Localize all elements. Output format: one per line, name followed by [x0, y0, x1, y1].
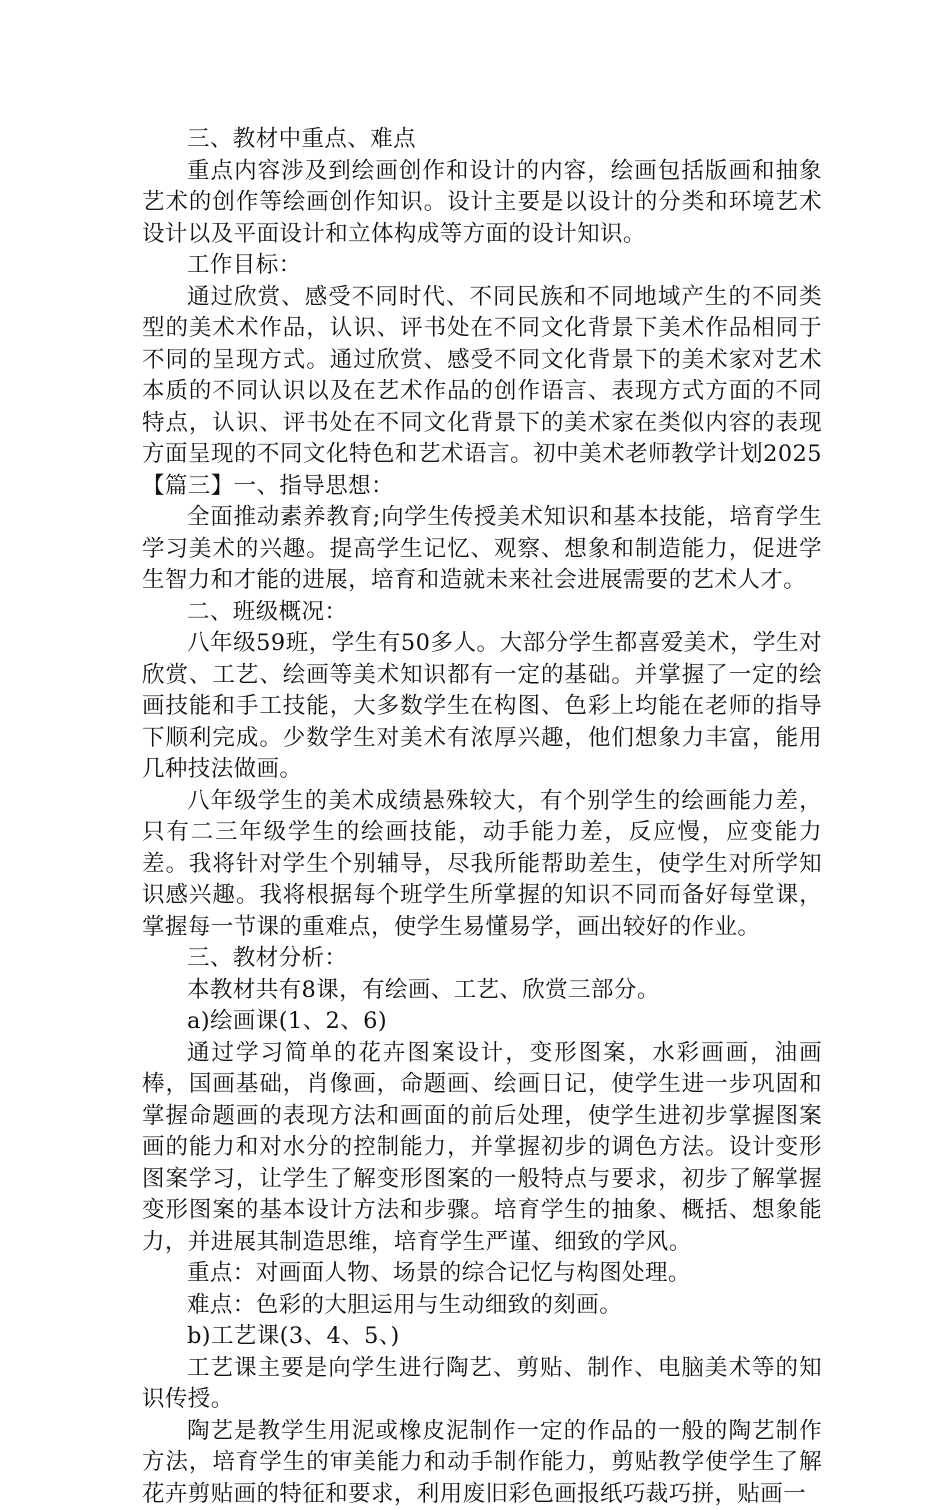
paragraph-key-points: 重点内容涉及到绘画创作和设计的内容，绘画包括版画和抽象艺术的创作等绘画创作知识。设计主要是以设计的分类和环境艺术设计以及平面设计和立体构成等方面的设计知识。: [142, 156, 822, 251]
section-heading-class-overview: 二、班级概况：: [142, 597, 822, 629]
paragraph-work-goals: 通过欣赏、感受不同时代、不同民族和不同地域产生的不同类型的美术术作品，认识、评书处在不同文化背景下美术作品相同于不同的呈现方式。通过欣赏、感受不同文化背景下的美术家对艺术本质的不同认识以及在艺术作品的创作语言、表现方式方面的不同特点，认识、评书处在不同文化背景下的美术家在类似内容的表现方面呈现的不同文化特色和艺术语言。初中美术老师教学计划2025【篇三】一、指导思想：: [142, 282, 822, 503]
paragraph-pottery: 陶艺是教学生用泥或橡皮泥制作一定的作品的一般的陶艺制作方法，培育学生的审美能力和动手制作能力，剪贴教学使学生了解花卉剪贴画的特征和要求，利用废旧彩色画报纸巧裁巧拼，贴画一: [142, 1416, 822, 1510]
section-heading-key-points: 三、教材中重点、难点: [142, 124, 822, 156]
paragraph-textbook-summary: 本教材共有8课，有绘画、工艺、欣赏三部分。: [142, 975, 822, 1007]
subheading-painting-lessons: a)绘画课(1、2、6): [142, 1006, 822, 1038]
section-heading-work-goals: 工作目标：: [142, 250, 822, 282]
section-heading-textbook-analysis: 三、教材分析：: [142, 943, 822, 975]
subheading-craft-lessons: b)工艺课(3、4、5、): [142, 1321, 822, 1353]
paragraph-focus: 重点：对画面人物、场景的综合记忆与构图处理。: [142, 1258, 822, 1290]
paragraph-craft-lessons: 工艺课主要是向学生进行陶艺、剪贴、制作、电脑美术等的知识传授。: [142, 1353, 822, 1416]
paragraph-difficulty: 难点：色彩的大胆运用与生动细致的刻画。: [142, 1290, 822, 1322]
paragraph-painting-lessons: 通过学习简单的花卉图案设计，变形图案，水彩画画，油画棒，国画基础，肖像画，命题画、绘画日记，使学生进一步巩固和掌握命题画的表现方法和画面的前后处理，使学生进初步掌握图案画的能力和对水分的控制能力，并掌握初步的调色方法。设计变形图案学习，让学生了解变形图案的一般特点与要求，初步了解掌握变形图案的基本设计方法和步骤。培育学生的抽象、概括、想象能力，并进展其制造思维，培育学生严谨、细致的学风。: [142, 1038, 822, 1259]
paragraph-class-overview: 八年级59班，学生有50多人。大部分学生都喜爱美术，学生对欣赏、工艺、绘画等美术知识都有一定的基础。并掌握了一定的绘画技能和手工技能，大多数学生在构图、色彩上均能在老师的指导下顺利完成。少数学生对美术有浓厚兴趣，他们想象力丰富，能用几种技法做画。: [142, 628, 822, 786]
document-page: [142, 124, 822, 1510]
paragraph-guiding-ideas: 全面推动素养教育;向学生传授美术知识和基本技能，培育学生学习美术的兴趣。提高学生记忆、观察、想象和制造能力，促进学生智力和才能的进展，培育和造就未来社会进展需要的艺术人才。: [142, 502, 822, 597]
paragraph-student-levels: 八年级学生的美术成绩悬殊较大，有个别学生的绘画能力差，只有二三年级学生的绘画技能，动手能力差，反应慢，应变能力差。我将针对学生个别辅导，尽我所能帮助差生，使学生对所学知识感兴趣。我将根据每个班学生所掌握的知识不同而备好每堂课，掌握每一节课的重难点，使学生易懂易学，画出较好的作业。: [142, 786, 822, 944]
